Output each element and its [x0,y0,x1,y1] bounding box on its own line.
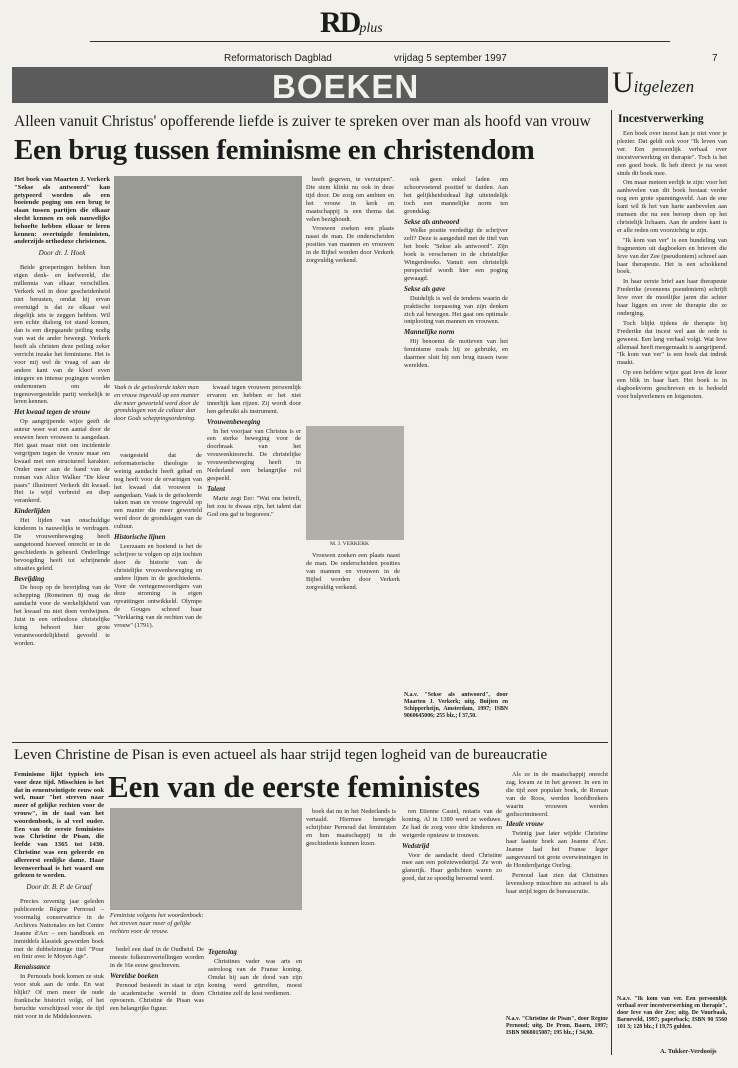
article1-column-4 [306,176,394,422]
body-text: boek dat nu in het Nederlands is vertaald. Hiermee beneigde schrijfster Pernoud dat feministen en hun maatschappij in de geschiedenis kunnen lezen. [306,808,396,847]
body-text: In haar eerste brief aan haar therapeute Frederike (eveneens pseudoniem) schrijft Ieve over de moeilijke jaren die achter haar liggen en over de therapie die ze onderging. [617,278,727,317]
body-text: Welke positie verdedigt de schrijver zelf? Deze is aangeduid met de titel van het boek: "Sekse als antwoord". Zijn boek is verschenen in de christelijke Wingerdreeks. Vanuit een christelijk perspectief wordt hier een poging gewaagd. [404,227,508,282]
article2-column-5 [506,771,608,1011]
subheading: Mannelijke norm [404,328,455,337]
body-text: Voor de aandacht deed Christine mee aan een poëziewedstrijd. Ze won glansrijk. Haar gedichten waren zo goed, dat ze spoedig beroemd werd. [402,851,502,883]
body-text: ook geen enkel laden om schoorvoetend positief te duiden. Aan het gelijkheidsideaal ligt uiteindelijk toch een mannelijke norm ten grondslag. [404,176,508,215]
body-text: kwaad tegen vrouwen persoonlijk ervaren en hebben er het niet innerlijk kan rijzen. Zij wordt door hen gebruikt als instrument. [207,384,301,415]
section-banner [12,67,608,103]
subheading: Sekse als antwoord [404,217,460,226]
subheading: Bevrijding [14,574,45,583]
subheading: Het kwaad tegen de vrouw [14,408,91,417]
newspaper-logo: RDplus [320,6,383,39]
body-text: Leerzaam en boeiend is het de schrijver te volgen op zijn tochten door de historie van de christelijke vrouwenbeweging en andere lijnen in de geschiedenis. Voor de vertegenwoordigers van deze stroming is eigen opvattingen ontwikkeld. Olympe de Gouges schreef haar "Verklaring van de rechten van de vrouw" (1791). [114,542,202,630]
sidebar-section-title: Uitgelezen [612,66,695,99]
article1-author: Door dr. J. Hoek [38,249,86,258]
body-text: Pernoud laat zien dat Christines levensloop misschien nu actueel is als haar strijd tegen de bureaucratie. [506,871,608,895]
portrait-caption: M. J. VERKERK [330,541,370,547]
article2-column-3 [208,946,302,1056]
article1-photo-family [114,176,302,381]
body-text: Op aangrijpende wijze geeft de auteur weer wat een aantal door de eeuwen heen vrouwen is aangedaan. Het gaat maar niet om incidentele vergrijpen tegen de vrouw maar om kwaad met een structureel karakter. Onder meer aan de hand van de roman van Alice Walker "De kleur paars" illustreert Verkerk dit kwaad. Het is wijd verbreid en diep verankerd. [14,418,110,505]
body-text: Precies zeventig jaar geleden publiceerde Régine Pernoud – voormalig conservatrice in de Archives Nationales en het Centre Jeanne d'Arc – een handboek en inmiddels klassiek geworden boek met de dubbelzinnige titel "Pour en finir avec le Moyen Age". [14,898,104,961]
article1-kicker: Alleen vanuit Christus' opofferende liefde is zuiver te spreken over man als hoofd van vrouw [14,113,591,130]
article1-column-4b [306,552,400,736]
article1-author-portrait [306,426,404,540]
subheading: Vrouwenbeweging [207,417,261,426]
body-text: Het lijden van onschuldige kinderen is nauwelijks te verdragen. De vrouwenbeweging heeft aangetoond hoeveel onrecht er in de geschiedenis is gebeurd. Onderlinge bevoogding heeft tot schrijnende situaties geleid. [14,517,110,572]
newspaper-name: Reformatorisch Dagblad [224,53,332,64]
article2-photo-caption: Feministe volgens het woordenboek: het streven naar meer of gelijke rechten voor de vrouw. [110,912,204,935]
body-text: heeft gegeven, te verzuipen". Die stem klinkt nu ook in deze tijd door. De zorg om ambten en het vrouw in kerk en maatschappij is een thema dat velen bezighoudt. [306,176,394,223]
sidebar-heading: Incestverwerking [618,113,704,125]
masthead-rule [90,41,670,42]
article2-lead: Feminisme lijkt typisch iets voor deze tijd. Misschien is het dat in eenentwintigste eeuw ook wel, maar "het streven naar meer of gelijke rechten voor de vrouw", in de taal van het woordenboek, is al veel ouder. Een van de eerste feministes was Christine de Pisan, die leefde van 1365 tot 1430. Christine was een geleerde en allereerst eenlijke dame. Haar levensverhaal is het waard om gelezen te worden. [14,771,104,880]
article1-column-1 [14,176,110,736]
article1-lead: Het boek van Maarten J. Verkerk "Sekse als antwoord" kan getypeerd worden als een boeiende poging om een brug te slaan tussen partijen die elkaar slecht kennen en ook nauwelijks behoefte hebben elkaar te leren kennen: overtuigde feministen, anderzijds orthodoxe christenen. [14,176,110,246]
body-text: In het voorjaar van Christus is er een sterke beweging voor de doorbraak van het vrouwenkiesrecht. De christelijke vrouwenbeweging heeft in Nederland een belangrijke rol gespeeld. [207,427,301,482]
body-text: Toch blijkt tijdens de therapie bij Frederike dat incest wel aan de orde is geweest. Een lang verhaal volgt. Wat Ieve allemaal heeft meegemaakt is aangrijpend. "Ik kom van ver" is een boek dat indruk maakt. [617,319,727,367]
article1-column-2 [114,452,202,736]
issue-date: vrijdag 5 september 1997 [394,53,507,64]
sidebar-text [617,130,727,990]
article2-photo-sign [110,808,302,910]
section-title: BOEKEN [272,68,420,105]
subheading: Renaissance [14,963,51,972]
body-text: Om maar meteen eerlijk te zijn: voor het aanbevelen van dit boek bestaat verder nog een grote spanningsveld. Aan de ene kant wil ik het van harte aanbevelen aan mensen die nu een beroep doen op het christelijk lichaam. Aan de andere kant is er alle reden om voorzichtig te zijn. [617,179,727,234]
body-text: In Pernouds boek komen ze stuk voor stuk aan de orde. En wat blijkt? Of men meer de oude frankische historici volgt, of het beruchte verschijnsel voor de tijd niet voor in de Middeleeuwen. [14,973,104,1020]
body-text: De hoop op de bevrijding van de schepping (Romeinen 8) mag de aandacht voor de werkelijkheid van het kwaad nu niet doen verdwijnen. Juist in een orthodoxe christelijke kring behoort hier grote verantwoordelijkheid gevoeld te worden. [14,584,110,647]
article2-column-2b [110,946,204,1056]
subheading: Ideale vrouw [506,820,544,829]
article2-kicker: Leven Christine de Pisan is even actueel als haar strijd tegen logheid van de bureaucratie [14,747,548,763]
body-text: ren Etienne Castel, notaris van de koning. Al in 1389 werd ze weduwe. Ze had de zorg voor drie kinderen en weigerde opnieuw te trouwen. [402,808,502,839]
article1-column-5 [404,176,508,686]
body-text: Een boek over incest kan je niet voor je plezier. Dat geldt ook voor "Ik leven van ver. Een persoonlijk verhaal over incestverwerking en therapie". Toch is het een goed boek. Ik heb direct je na weet sinds dit boek mee. [617,130,727,177]
body-text: Vrouwen zoeken een plaats naast de man. De onderscheiden posities van mannen en vrouwen in de Bijbel worden door Verkerk zorgvuldig verkend. [306,552,400,591]
body-text: Marie zegt Eer: "Wat ons betreft, het zou te dwaas zijn, het talent dat God ons gaf te begraven." [207,494,301,518]
article1-book-note: N.a.v. "Sekse als antwoord", door Maarten J. Verkerk; uitg. Buijten en Schipperheijn, Amsterdam, 1997; ISBN 9060645006; 255 blz.; f 37,50. [404,692,508,719]
article1-photo-caption: Vaak is de geïsoleerde taken man en vrouw ingevuld op een manier die meer geworteld werd door de grondslagen van de cultuur dan door Gods scheppingsordening. [114,384,200,423]
body-text: Christines vader was arts en astroloog van de Franse koning. Omdat hij aan de dood van zijn koning werd getroffen, moest Christine zelf de kost verdienen. [208,957,302,997]
body-text: Als ze in de maatschappij onrecht zag, kwam ze in het geweer. In een in die tijd zeer populair boek, de Roman van de Roos, werden hoofdbrekers waarin vrouwen werden gediscrimineerd. [506,771,608,818]
body-text: Duidelijk is wel de tendens waarin de praktische toepassing van zijn denken zich zal bewegen. Het gaat om optimale ontplooiing van mannen en vrouwen. [404,294,508,326]
body-text: Op een heldere wijze gaat Ieve de lezer een blik in haar hart. Het boek is in dagboekvorm geschreven en is bedoeld voor hulpverleners en lotgenoten. [617,369,727,400]
sidebar-signature: A. Tukker-Verdooijs [660,1048,717,1055]
article2-author: Door dr. B. P. de Graaf [26,883,92,892]
body-text: Vrouwen zoeken een plaats naast de man. De onderscheiden posities van mannen en vrouwen in de Bijbel worden door Verkerk zorgvuldig verkend. [306,225,394,265]
article1-headline: Een brug tussen feminisme en christendom [14,134,535,166]
article2-column-2 [306,808,396,948]
subheading: Sekse als gave [404,284,446,293]
sidebar-divider [611,110,612,1055]
body-text: "Ik kom van ver" is een bundeling van fragmenten uit dagboeken en brieven die Ieve van der Zee (pseudoniem) schreef aan haar therapeute. Het is een schokkend boek. [617,236,727,276]
body-text: Pernoud besteedt in staat te zijn de academische wereld te doen opvoeren. Christine de Pisan was een belangrijke figuur. [110,981,204,1013]
subheading: Historische lijnen [114,533,166,542]
article-divider [12,742,608,743]
body-text: Twintig jaar later wijdde Christine haar laatste boek aan Jeanne d'Arc. Jeanne had het Franse leger aangevuurd tot grote overwinningen in de Honderdjarige Oorlog. [506,830,608,869]
article2-column-4 [402,808,502,1056]
subheading: Wereldse boeken [110,971,159,980]
body-text: Beide groeperingen hebben hun eigen denk- en leefwereld, die millennia van elkaar verschillen. Verkerk wil in deze gescheidenheid niet berusten, omdat hij ervan overtuigd is dat ze elkaar wel degelijk iets te zeggen hebben. Wil een echte dialoog tot stand komen, dan is een diepgaande peiling nodig van wat de ander beweegt. Verkerk heeft als christen deze peiling zeker verricht inzake het feminisme. Het is voor mij wel de vraag of aan de andere kant van de kloof even integere en intense pogingen worden ondernomen om de tegenovergestelde partij werkelijk te leren kennen. [14,264,110,406]
page-number: 7 [712,53,718,64]
subheading: Wedstrijd [402,841,430,850]
article1-column-3 [207,384,301,736]
article2-headline: Een van de eerste feministes [108,769,480,804]
subheading: Talent [207,484,226,493]
subheading: Tegenslag [208,948,237,956]
subheading: Kinderlijden [14,507,51,516]
body-text: vastgesteld dat de reformatorische theologie te weinig aandacht heeft gehad en nog heeft voor de ervaringen van het kwaad dat vrouwen is aangedaan. Vaak is de geïsoleerde taken man en vrouw ingevuld op een manier die meer geworteld werd door de grondslagen van de cultuur. [114,452,202,531]
body-text: bedel een daaf in de Oudheid. De meeste folkeurovertellingen worden in de 16e eeuw geschreven. [110,946,204,969]
sidebar-book-note: N.a.v. "Ik kom van ver. Een persoonlijk verhaal over incestverwerking en therapie", door Ieve van der Zee; uitg. De Vuurbaak, Barneveld, 1997; paperback; ISBN 90 5560 101 3; 128 blz.; f 19,75 gulden. [617,996,727,1030]
body-text: Hij benoemt de motieven van het feminisme zoals hij ze gebruikt, en daarmee sluit hij een brug tussen twee werelden. [404,338,508,369]
article2-column-1 [14,771,104,1056]
article2-book-note: N.a.v. "Christine de Pisan", door Régine Pernoud; uitg. De Prom, Baarn, 1997; ISBN 9068015087; 195 blz.; f 34,90. [506,1016,608,1036]
